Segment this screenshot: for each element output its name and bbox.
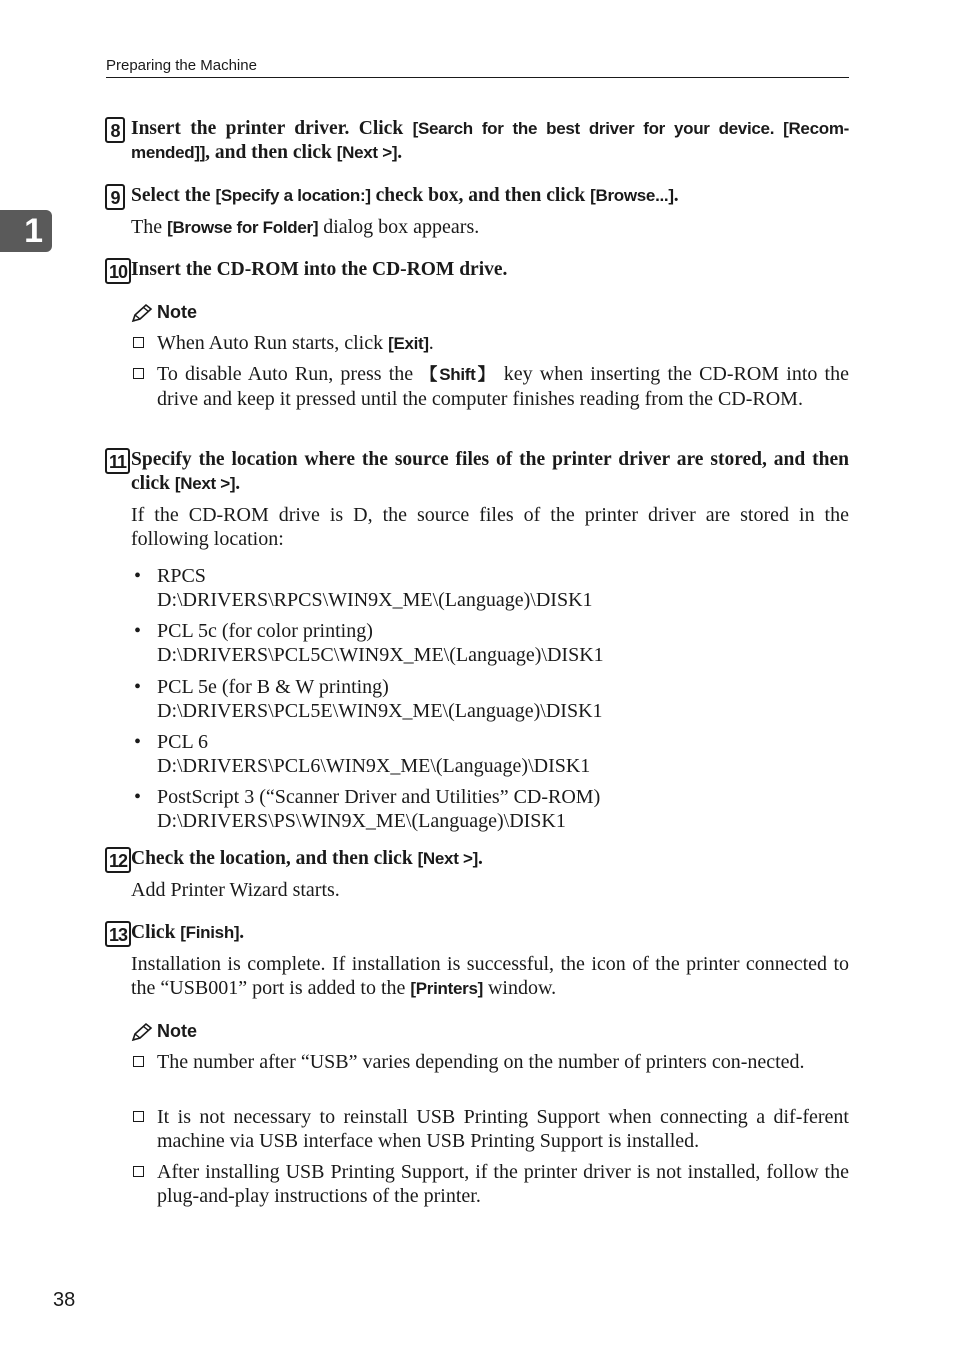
step-9 bbox=[105, 184, 849, 240]
note-item: To disable Auto Run, press the 【Shift】 key when inserting the CD-ROM into the drive and keep it pressed until the computer finishes reading from the CD-ROM. bbox=[131, 362, 849, 411]
checkbox-bullet-icon bbox=[133, 1111, 144, 1122]
key-label-shift: 【Shift】 bbox=[420, 365, 497, 384]
step-number: 13 bbox=[105, 921, 131, 947]
ui-label-next: [Next >] bbox=[417, 849, 478, 868]
step-body: If the CD-ROM drive is D, the source files of the printer driver are stored in the following location: bbox=[131, 504, 849, 550]
bullet-icon: • bbox=[134, 565, 142, 587]
ui-label-search-best-driver: [Search for the best driver for your device. [Recom-mended]] bbox=[131, 119, 849, 162]
note-item: After installing USB Printing Support, if the printer driver is not installed, follow the plug-and-play instructions of the printer. bbox=[131, 1160, 849, 1208]
list-item: • PCL 5e (for B & W printing) D:\DRIVERS\PCL5E\WIN9X_ME\(Language)\DISK1 bbox=[134, 676, 603, 722]
note-item: When Auto Run starts, click [Exit]. bbox=[131, 331, 849, 356]
pencil-icon bbox=[131, 1022, 153, 1042]
step-number: 10 bbox=[105, 258, 131, 284]
ui-label-printers: [Printers] bbox=[410, 979, 483, 998]
list-item: • RPCS D:\DRIVERS\RPCS\WIN9X_ME\(Language)\DISK1 bbox=[134, 565, 593, 611]
step-title: Insert the CD-ROM into the CD-ROM drive. bbox=[131, 259, 508, 280]
step-number: 8 bbox=[105, 117, 125, 143]
step-11 bbox=[105, 448, 849, 551]
step-body: The [Browse for Folder] dialog box appears. bbox=[131, 216, 480, 238]
running-header bbox=[106, 57, 849, 78]
pencil-icon bbox=[131, 303, 153, 323]
note-item: It is not necessary to reinstall USB Printing Support when connecting a dif-ferent machine via USB interface when USB Printing Support is installed. bbox=[131, 1105, 849, 1153]
checkbox-bullet-icon bbox=[133, 1056, 144, 1067]
ui-label-next: [Next >] bbox=[336, 143, 398, 162]
step-title: Specify the location where the source files of the printer driver are stored, and then click [Next >]. bbox=[131, 449, 849, 494]
ui-label-finish: [Finish] bbox=[180, 923, 240, 942]
checkbox-bullet-icon bbox=[133, 1166, 144, 1177]
note-heading: Note bbox=[131, 302, 197, 323]
checkbox-bullet-icon bbox=[133, 337, 144, 348]
bullet-icon: • bbox=[134, 731, 142, 753]
step-title: Click [Finish]. bbox=[131, 922, 245, 943]
ui-label-browse-for-folder: [Browse for Folder] bbox=[167, 218, 319, 237]
note-item: The number after “USB” varies depending on the number of printers con-nected. bbox=[131, 1050, 849, 1074]
checkbox-bullet-icon bbox=[133, 368, 144, 379]
step-8 bbox=[105, 117, 849, 165]
list-item: • PCL 5c (for color printing) D:\DRIVERS\PCL5C\WIN9X_ME\(Language)\DISK1 bbox=[134, 620, 604, 666]
ui-label-next: [Next >] bbox=[174, 474, 236, 493]
step-number: 9 bbox=[105, 184, 125, 210]
ui-label-specify-location: [Specify a location:] bbox=[215, 186, 371, 205]
bullet-icon: • bbox=[134, 786, 142, 808]
step-10 bbox=[105, 258, 849, 282]
list-item: • PostScript 3 (“Scanner Driver and Utilities” CD-ROM) D:\DRIVERS\PS\WIN9X_ME\(Language)\DISK1 bbox=[134, 786, 601, 832]
page-number: 38 bbox=[53, 1289, 76, 1311]
chapter-tab: 1 bbox=[0, 210, 52, 252]
step-number: 12 bbox=[105, 847, 131, 873]
ui-label-browse: [Browse...] bbox=[590, 186, 674, 205]
step-13 bbox=[105, 921, 849, 1001]
step-12 bbox=[105, 847, 849, 902]
bullet-icon: • bbox=[134, 676, 142, 698]
bullet-icon: • bbox=[134, 620, 142, 642]
step-number: 11 bbox=[105, 448, 130, 474]
header-title: Preparing the Machine bbox=[106, 57, 257, 74]
step-body: Add Printer Wizard starts. bbox=[131, 879, 340, 901]
step-title: Select the [Specify a location:] check box, and then click [Browse...]. bbox=[131, 185, 679, 206]
step-title: Check the location, and then click [Next >]. bbox=[131, 848, 483, 869]
ui-label-exit: [Exit] bbox=[388, 334, 429, 353]
note-heading: Note bbox=[131, 1021, 197, 1042]
list-item: • PCL 6 D:\DRIVERS\PCL6\WIN9X_ME\(Language)\DISK1 bbox=[134, 731, 591, 777]
step-title: Insert the printer driver. Click [Search for the best driver for your device. [Recom-mended]], and then click [Next >]. bbox=[131, 118, 849, 163]
step-body: Installation is complete. If installation is successful, the icon of the printer connected to the “USB001” port is added to the [Printers] window. bbox=[131, 953, 849, 999]
